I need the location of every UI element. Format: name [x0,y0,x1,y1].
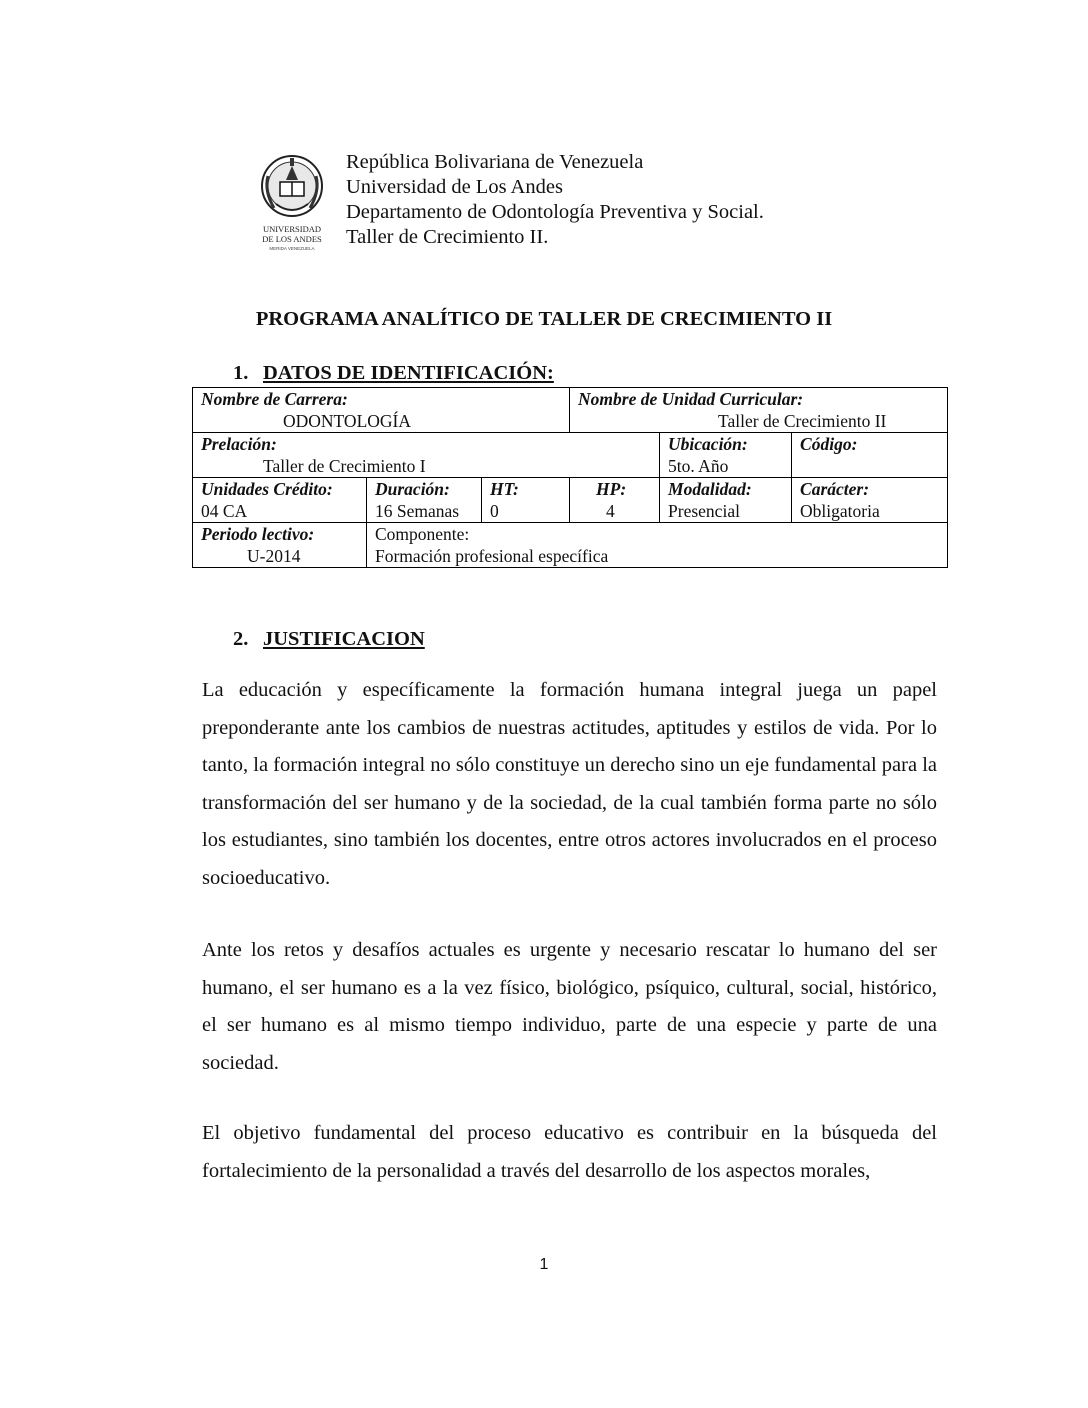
duracion-label: Duración: [375,479,450,499]
componente-value: Formación profesional específica [375,546,609,566]
duracion-value: 16 Semanas [375,501,460,521]
section-1-heading [233,362,554,385]
modalidad-label: Modalidad: [668,479,752,499]
ht-value: 0 [490,501,499,521]
componente-label: Componente: [375,524,470,544]
svg-text:MERIDA VENEZUELA: MERIDA VENEZUELA [269,246,315,251]
ubicacion-value: 5to. Año [668,456,729,476]
periodo-label: Periodo lectivo: [201,524,315,544]
table-row [193,433,948,478]
ht-label: HT: [490,479,519,499]
page-number: 1 [539,1256,549,1273]
section-2-number: 2. [233,628,249,650]
cell-carrera [193,388,570,433]
carrera-value: ODONTOLOGÍA [283,411,411,431]
paragraph-1: La educación y específicamente la formación humana integral juega un papel preponderante ante los cambios de nuestras actitudes, aptitudes y estilos de vida. Por lo tanto, la formación integral no sólo constituye un derecho sino un eje fundamental para la transformación del ser humano y de la sociedad, de la cual también forma parte no sólo los estudiantes, sino también los docentes, entre otros actores involucrados en el proceso socioeducativo. [202,679,937,889]
caracter-label: Carácter: [800,479,870,499]
paragraph-2: Ante los retos y desafíos actuales es urgente y necesario rescatar lo humano del ser humano, el ser humano es a la vez físico, biológico, psíquico, cultural, social, histórico, el ser humano es al mismo tiempo individuo, parte de una especie y parte de una sociedad. [202,939,937,1074]
cell-caracter [792,478,948,523]
prelacion-value: Taller de Crecimiento I [263,456,426,476]
cell-hp [570,478,660,523]
codigo-label: Código: [800,434,858,454]
paragraph-3: El objetivo fundamental del proceso educativo es contribuir en la búsqueda del fortalecimiento de la personalidad a través del desarrollo de los aspectos morales, [202,1122,937,1182]
cell-prelacion [193,433,660,478]
cell-componente [367,523,948,568]
header-line-republica: República Bolivariana de Venezuela [346,151,644,173]
cell-ht [482,478,570,523]
header-line-taller: Taller de Crecimiento II. [346,226,549,248]
unidad-value: Taller de Crecimiento II [718,411,887,431]
periodo-value: U-2014 [247,546,301,566]
cell-unidad-curricular [570,388,948,433]
section-2-heading [233,628,425,651]
university-logo [256,146,328,260]
section-2-title: JUSTIFICACION [263,628,425,650]
table-row [193,478,948,523]
document-title: PROGRAMA ANALÍTICO DE TALLER DE CRECIMIENTO II [255,308,833,330]
unidad-label: Nombre de Unidad Curricular: [578,389,804,409]
modalidad-value: Presencial [668,501,740,521]
cell-duracion [367,478,482,523]
cell-periodo-lectivo [193,523,367,568]
header-line-departamento: Departamento de Odontología Preventiva y Social. [346,201,764,223]
section-1-number: 1. [233,362,249,384]
svg-text:UNIVERSIDAD: UNIVERSIDAD [262,224,322,234]
identification-table [192,387,948,568]
section-1-title: DATOS DE IDENTIFICACIÓN: [263,362,554,384]
header-line-universidad: Universidad de Los Andes [346,176,563,198]
institution-header [346,150,764,250]
credito-value: 04 CA [201,501,248,521]
hp-label: HP: [596,479,627,499]
cell-unidades-credito [193,478,367,523]
cell-modalidad [660,478,792,523]
prelacion-label: Prelación: [201,434,277,454]
credito-label: Unidades Crédito: [201,479,333,499]
table-row [193,523,948,568]
svg-text:DE LOS ANDES: DE LOS ANDES [262,234,322,244]
table-row [193,388,948,433]
carrera-label: Nombre de Carrera: [201,389,348,409]
caracter-value: Obligatoria [800,501,880,521]
cell-codigo [792,433,948,478]
cell-ubicacion [660,433,792,478]
hp-value: 4 [606,501,615,521]
ubicacion-label: Ubicación: [668,434,748,454]
